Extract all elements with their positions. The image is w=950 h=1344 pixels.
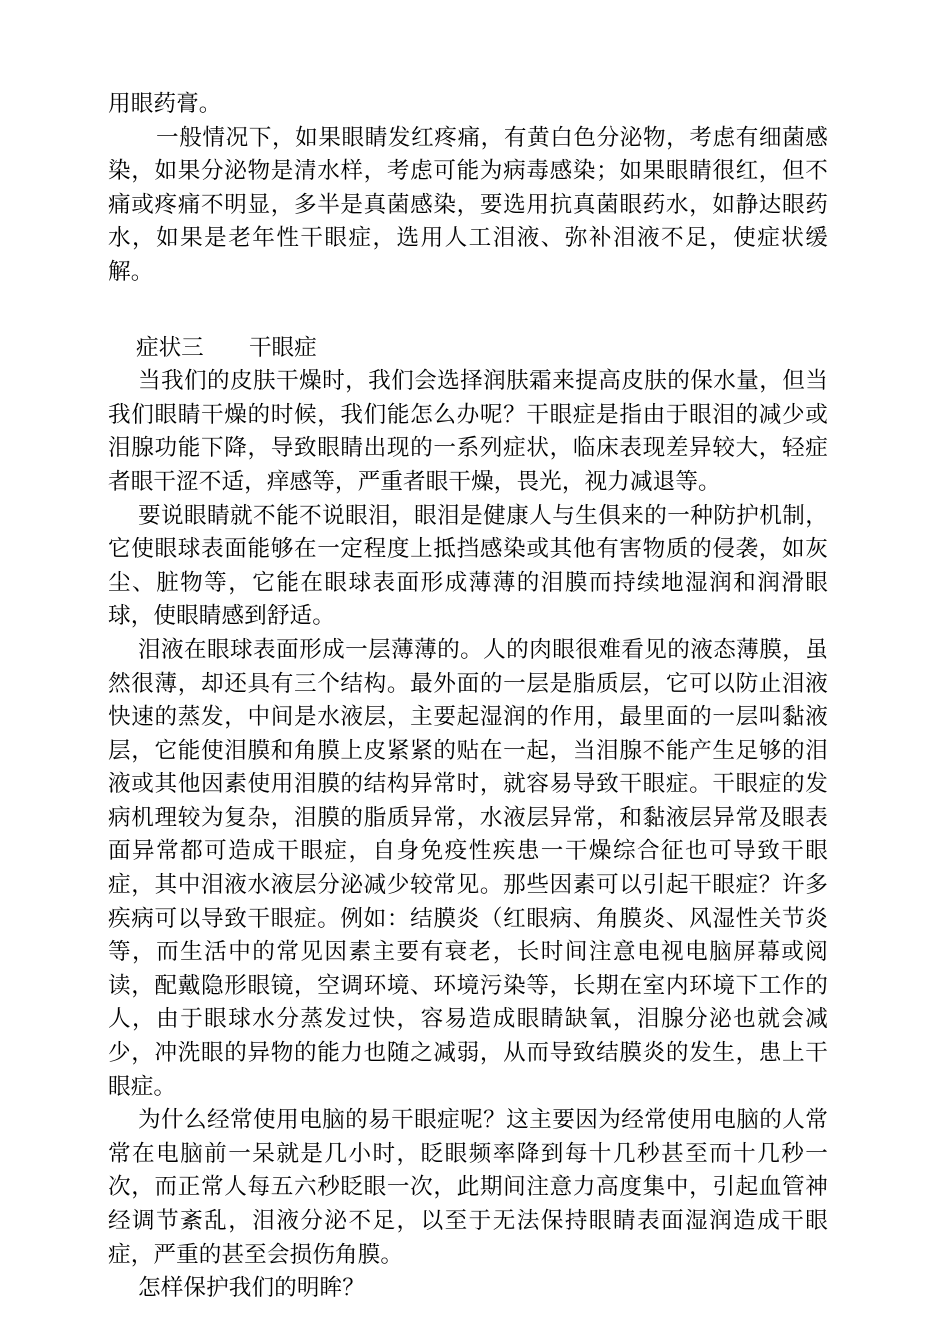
paragraph-tear-film-structure: 泪液在眼球表面形成一层薄薄的。人的肉眼很难看见的液态薄膜，虽然很薄，却还具有三个结构。最外面的一层是脂质层，它可以防止泪液快速的蒸发，中间是水液层，主要起湿润的作用，最里面的一层叫黏液层，它能使泪膜和角膜上皮紧紧的贴在一起，当泪腺不能产生足够的泪液或其他因素使用泪膜的结构异常时，就容易导致干眼症。干眼症的发病机理较为复杂，泪膜的脂质异常，水液层异常，和黏液层异常及眼表面异常都可造成干眼症，自身免疫性疾患一干燥综合征也可导致干眼症，其中泪液水液层分泌减少较常见。那些因素可以引起干眼症？许多疾病可以导致干眼症。例如：结膜炎（红眼病、角膜炎、风湿性关节炎等，而生活中的常见因素主要有衰老，长时间注意电视电脑屏幕或阅读，配戴隐形眼镜，空调环境、环境污染等，长期在室内环境下工作的人，由于眼球水分蒸发过快，容易造成眼睛缺氧，泪腺分泌也就会减少，冲洗眼的异物的能力也随之减弱，从而导致结膜炎的发生，患上干眼症。 — [108, 636, 828, 1100]
section-heading: 症状三 干眼症 — [136, 334, 317, 361]
paragraph-dry-eye-intro: 当我们的皮肤干燥时，我们会选择润肤霜来提高皮肤的保水量，但当我们眼睛干燥的时候，我们能怎么办呢？干眼症是指由于眼泪的减少或泪腺功能下降，导致眼睛出现的一系列症状，临床表现差异较大，轻症者眼干涩不适，痒感等，严重者眼干燥，畏光，视力减退等。 — [108, 368, 828, 495]
paragraph-continuation: 用眼药膏。 — [108, 91, 222, 117]
paragraph-tears-protection: 要说眼睛就不能不说眼泪，眼泪是健康人与生俱来的一种防护机制，它使眼球表面能够在一定程度上抵挡感染或其他有害物质的侵袭，如灰尘、脏物等，它能在眼球表面形成薄薄的泪膜而持续地湿润和润滑眼球，使眼睛感到舒适。 — [108, 502, 828, 630]
paragraph-protect-eyes: 怎样保护我们的明眸？ — [138, 1275, 365, 1302]
paragraph-infection-guide: 一般情况下，如果眼睛发红疼痛，有黄白色分泌物，考虑有细菌感染，如果分泌物是清水样，考虑可能为病毒感染；如果眼睛很红，但不痛或疼痛不明显，多半是真菌感染，要选用抗真菌眼药水，如静达眼药水，如果是老年性干眼症，选用人工泪液、弥补泪液不足，使症状缓解。 — [108, 124, 828, 285]
document-page — [108, 88, 828, 1306]
paragraph-computer-use: 为什么经常使用电脑的易干眼症呢？这主要因为经常使用电脑的人常常在电脑前一呆就是几小时，眨眼频率降到每十几秒甚至而十几秒一次，而正常人每五六秒眨眼一次，此期间注意力高度集中，引起血管神经调节紊乱，泪液分泌不足，以至于无法保持眼睛表面湿润造成干眼症，严重的甚至会损伤角膜。 — [108, 1107, 828, 1268]
section-spacer — [108, 290, 828, 332]
